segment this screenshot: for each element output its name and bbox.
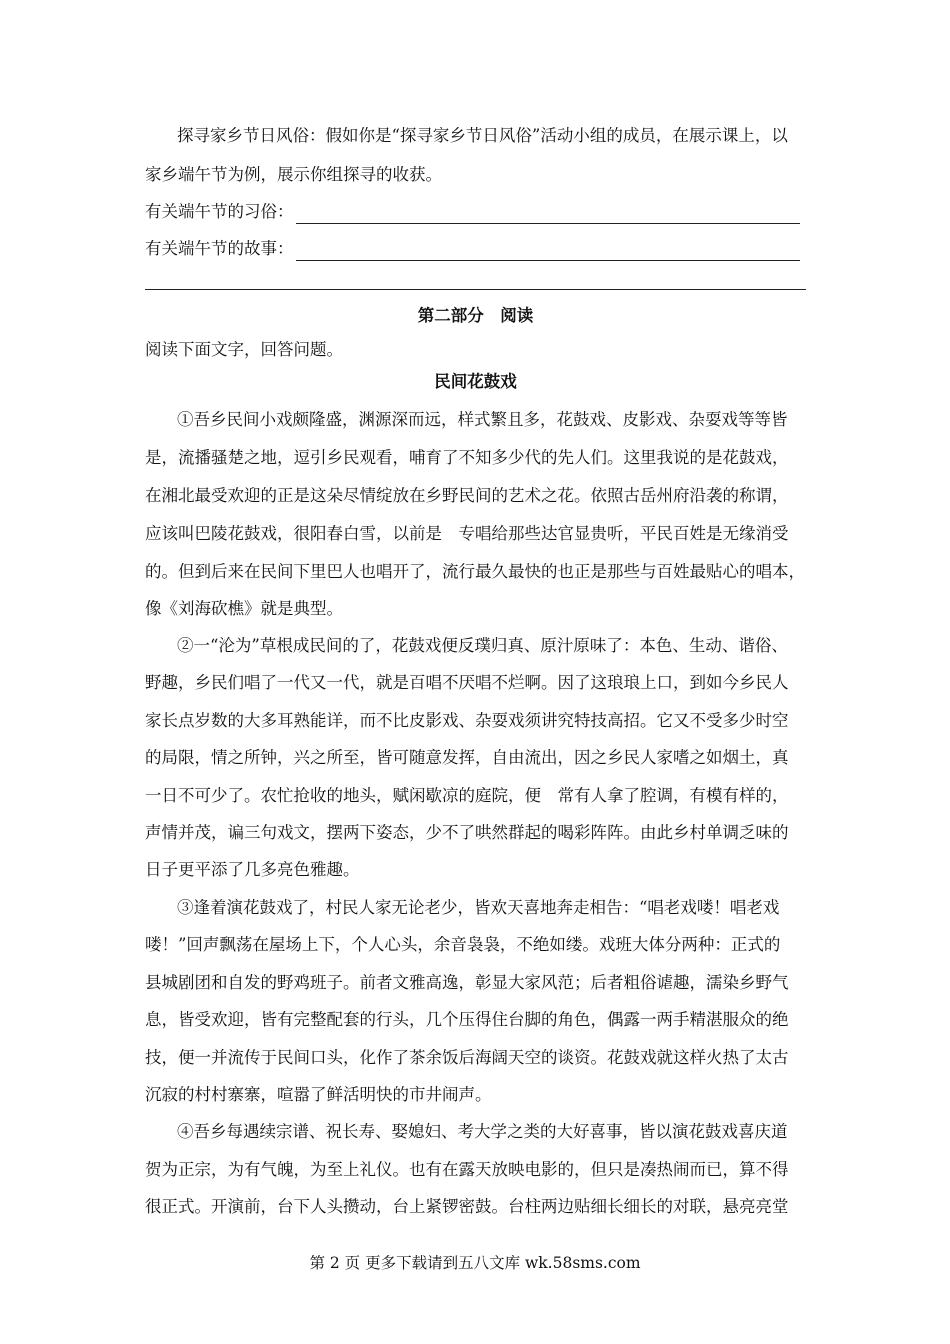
section-heading: 第二部分 阅读: [417, 306, 534, 325]
customs-field-label: 有关端午节的习俗：: [145, 202, 294, 221]
article-line: 县城剧团和自发的野鸡班子。前者文雅高逸，彰显大家风范；后者粗俗谑趣，濡染乡野气: [145, 973, 789, 992]
article-line: 像《刘海砍樵》就是典型。: [145, 599, 343, 618]
page-footer: 第 2 页 更多下载请到五八文库 wk.58sms.com: [309, 1254, 641, 1272]
article-line: 声情并茂，谝三句戏文，摆两下姿态，少不了哄然群起的喝彩阵阵。由此乡村单调乏味的: [145, 823, 789, 842]
article-line: ①吾乡民间小戏颇隆盛，渊源深而远，样式繁且多，花鼓戏、皮影戏、杂耍戏等等皆: [177, 410, 788, 429]
article-line: 是，流播骚楚之地，逗引乡民观看，哺育了不知多少代的先人们。这里我说的是花鼓戏，: [145, 448, 789, 467]
prompt-line-2: 家乡端午节为例，展示你组探寻的收获。: [145, 165, 442, 184]
article-line: 技，便一并流传于民间口头，化作了茶余饭后海阔天空的谈资。花鼓戏就这样火热了太古: [145, 1048, 789, 1067]
article-line: ②一“沦为”草根成民间的了，花鼓戏便反璞归真、原汁原味了：本色、生动、谐俗、: [177, 636, 788, 655]
article-title: 民间花鼓戏: [434, 372, 517, 391]
article-line: 野趣，乡民们唱了一代又一代，就是百唱不厌唱不烂啊。因了这琅琅上口，到如今乡民人: [145, 673, 789, 692]
article-line: 贺为正宗，为有气魄，为至上礼仪。也有在露天放映电影的，但只是凑热闹而已，算不得: [145, 1160, 789, 1179]
article-line: 一日不可少了。农忙抢收的地头，赋闲歇凉的庭院，便 常有人拿了腔调，有模有样的，: [145, 786, 789, 805]
stories-answer-blank[interactable]: [296, 242, 801, 261]
article-line: 家长点岁数的大多耳熟能详，而不比皮影戏、杂耍戏须讲究特技高招。它又不受多少时空: [145, 711, 789, 730]
article-line: ④吾乡每遇续宗谱、祝长寿、娶媳妇、考大学之类的大好喜事，皆以演花鼓戏喜庆道: [177, 1122, 788, 1141]
article-line: 的。但到后来在民间下里巴人也唱开了，流行最久最快的也正是那些与百姓最贴心的唱本，: [145, 562, 805, 581]
customs-answer-blank[interactable]: [296, 205, 801, 224]
reading-instruction: 阅读下面文字，回答问题。: [145, 340, 343, 359]
article-line: 很正式。开演前，台下人头攒动，台上紧锣密鼓。台柱两边贴细长细长的对联，悬亮亮堂: [145, 1197, 789, 1216]
article-line: ③逢着演花鼓戏了，村民人家无论老少，皆欢天喜地奔走相告：“唱老戏喽！唱老戏: [177, 898, 780, 917]
stories-field-row: [145, 237, 800, 261]
article-line: 日子更平添了几多亮色雅趣。: [145, 860, 360, 879]
article-line: 在湘北最受欢迎的正是这朵尽情绽放在乡野民间的艺术之花。依照古岳州府沿袭的称谓，: [145, 486, 789, 505]
section-divider: [145, 289, 806, 290]
prompt-line-1: 探寻家乡节日风俗：假如你是“探寻家乡节日风俗”活动小组的成员，在展示课上，以: [177, 126, 788, 145]
article-line: 喽！”回声飘荡在屋场上下，个人心头，余音袅袅，不绝如缕。戏班大体分两种：正式的: [145, 935, 781, 954]
article-line: 息，皆受欢迎，皆有完整配套的行头，几个压得住台脚的角色，偶露一两手精湛服众的绝: [145, 1010, 789, 1029]
stories-field-label: 有关端午节的故事：: [145, 239, 294, 258]
article-line: 沉寂的村村寨寨，喧嚣了鲜活明快的市井闹声。: [145, 1085, 492, 1104]
article-line: 的局限，情之所钟，兴之所至，皆可随意发挥，自由流出，因之乡民人家嗜之如烟土，真: [145, 748, 789, 767]
article-line: 应该叫巴陵花鼓戏，很阳春白雪，以前是 专唱给那些达官显贵听，平民百姓是无缘消受: [145, 524, 789, 543]
customs-field-row: [145, 200, 800, 224]
